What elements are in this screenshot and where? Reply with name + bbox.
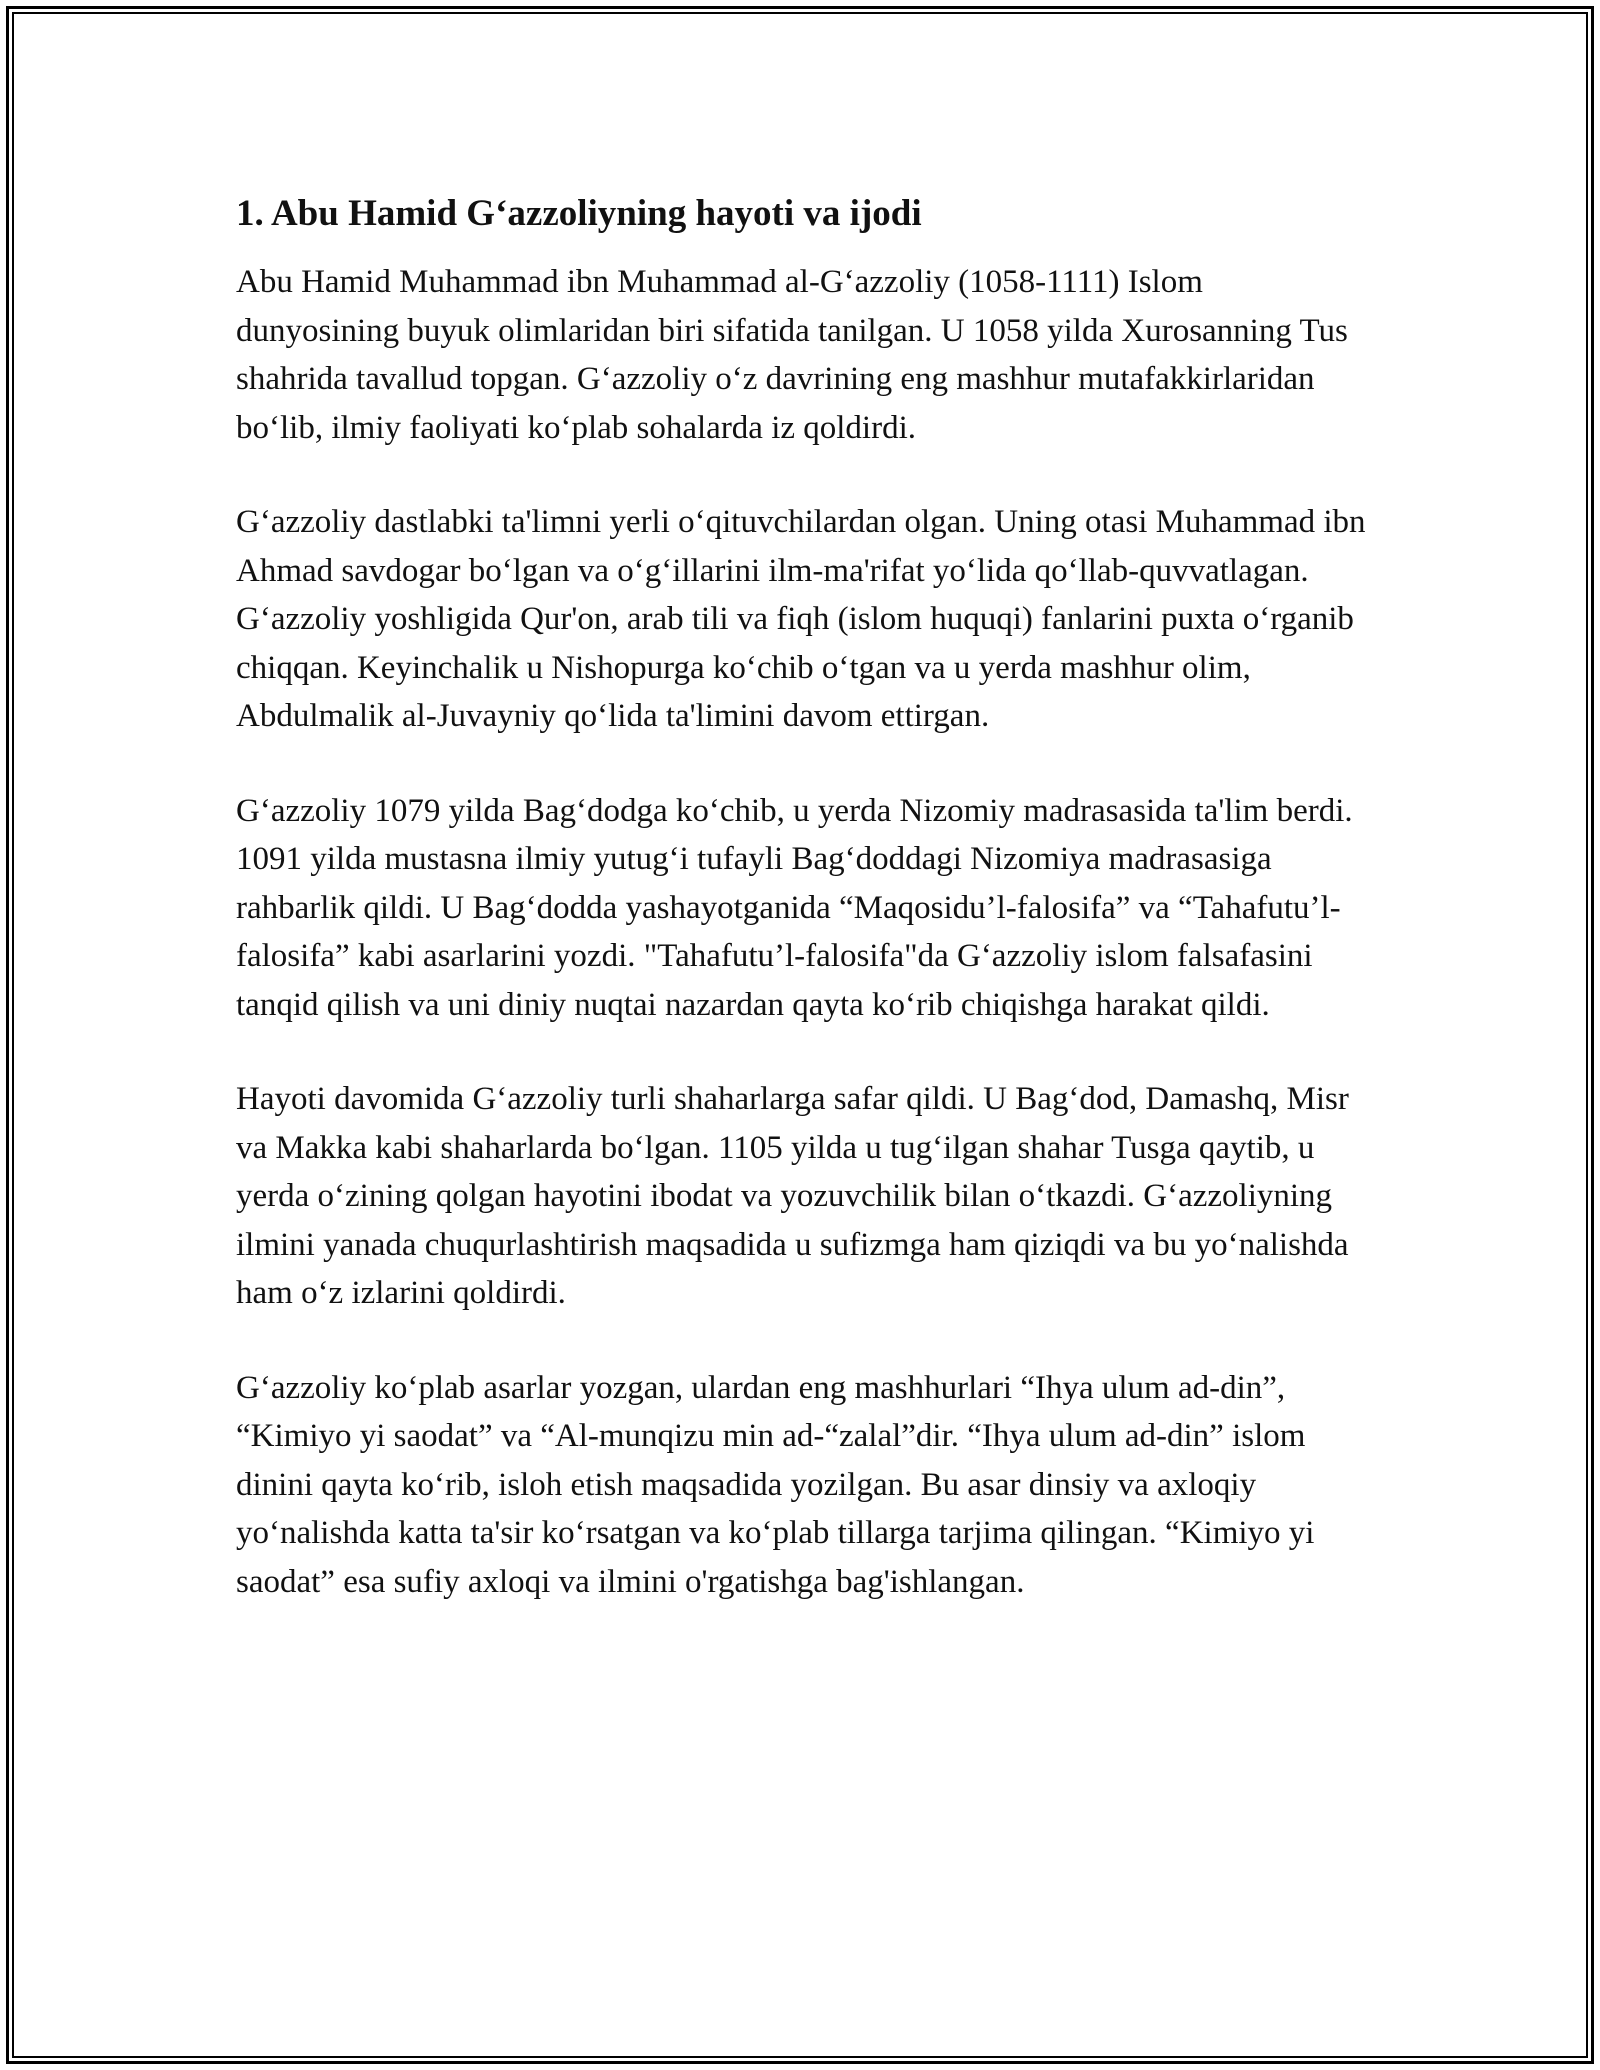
paragraph-3: G‘azzoliy 1079 yilda Bag‘dodga ko‘chib, u yerda Nizomiy madrasasida ta'lim berdi. 1091 yilda mustasna ilmiy yutug‘i tufayli Bag‘doddagi Nizomiya madrasasiga rahbarlik qildi. U Bag‘dodda yashayotganida “Maqosidu’l-falosifa” va “Tahafutu’l-falosifa” kabi asarlarini yozdi. "Tahafutu’l-falosifa"da G‘azzoliy islom falsafasini tanqid qilish va uni diniy nuqtai nazardan qayta ko‘rib chiqishga harakat qildi. bbox=[236, 792, 1353, 1023]
section-heading: 1. Abu Hamid G‘azzoliyning hayoti va ijodi bbox=[236, 193, 922, 234]
paragraph-4: Hayoti davomida G‘azzoliy turli shaharlarga safar qildi. U Bag‘dod, Damashq, Misr va Makka kabi shaharlarda bo‘lgan. 1105 yilda u tug‘ilgan shahar Tusga qaytib, u yerda o‘zining qolgan hayotini ibodat va yozuvchilik bilan o‘tkazdi. G‘azzoliyning ilmini yanada chuqurlashtirish maqsadida u sufizmga ham qiziqdi va bu yo‘nalishda ham o‘z izlarini qoldirdi. bbox=[236, 1081, 1349, 1311]
paragraph-1: Abu Hamid Muhammad ibn Muhammad al-G‘azzoliy (1058-1111) Islom dunyosining buyuk olimlaridan biri sifatida tanilgan. U 1058 yilda Xurosanning Tus shahrida tavallud topgan. G‘azzoliy o‘z davrining eng mashhur mutafakkirlaridan bo‘lib, ilmiy faoliyati ko‘plab sohalarda iz qoldirdi. bbox=[236, 264, 1348, 446]
paragraph-2: G‘azzoliy dastlabki ta'limni yerli o‘qituvchilardan olgan. Uning otasi Muhammad ibn Ahmad savdogar bo‘lgan va o‘g‘illarini ilm-ma'rifat yo‘lida qo‘llab-quvvatlagan. G‘azzoliy yoshligida Qur'on, arab tili va fiqh (islom huquqi) fanlarini puxta o‘rganib chiqqan. Keyinchalik u Nishopurga ko‘chib o‘tgan va u yerda mashhur olim, Abdulmalik al-Juvayniy qo‘lida ta'limini davom ettirgan. bbox=[236, 504, 1366, 734]
paragraph-5: G‘azzoliy ko‘plab asarlar yozgan, ulardan eng mashhurlari “Ihya ulum ad-din”, “Kimiyo yi saodat” va “Al-munqizu min ad-“zalal”dir. “Ihya ulum ad-din” islom dinini qayta ko‘rib, isloh etish maqsadida yozilgan. Bu asar dinsiy va axloqiy yo‘nalishda katta ta'sir ko‘rsatgan va ko‘plab tillarga tarjima qilingan. “Kimiyo yi saodat” esa sufiy axloqi va ilmini o'rgatishga bag'ishlangan. bbox=[236, 1369, 1315, 1600]
document-body bbox=[236, 188, 1366, 1652]
